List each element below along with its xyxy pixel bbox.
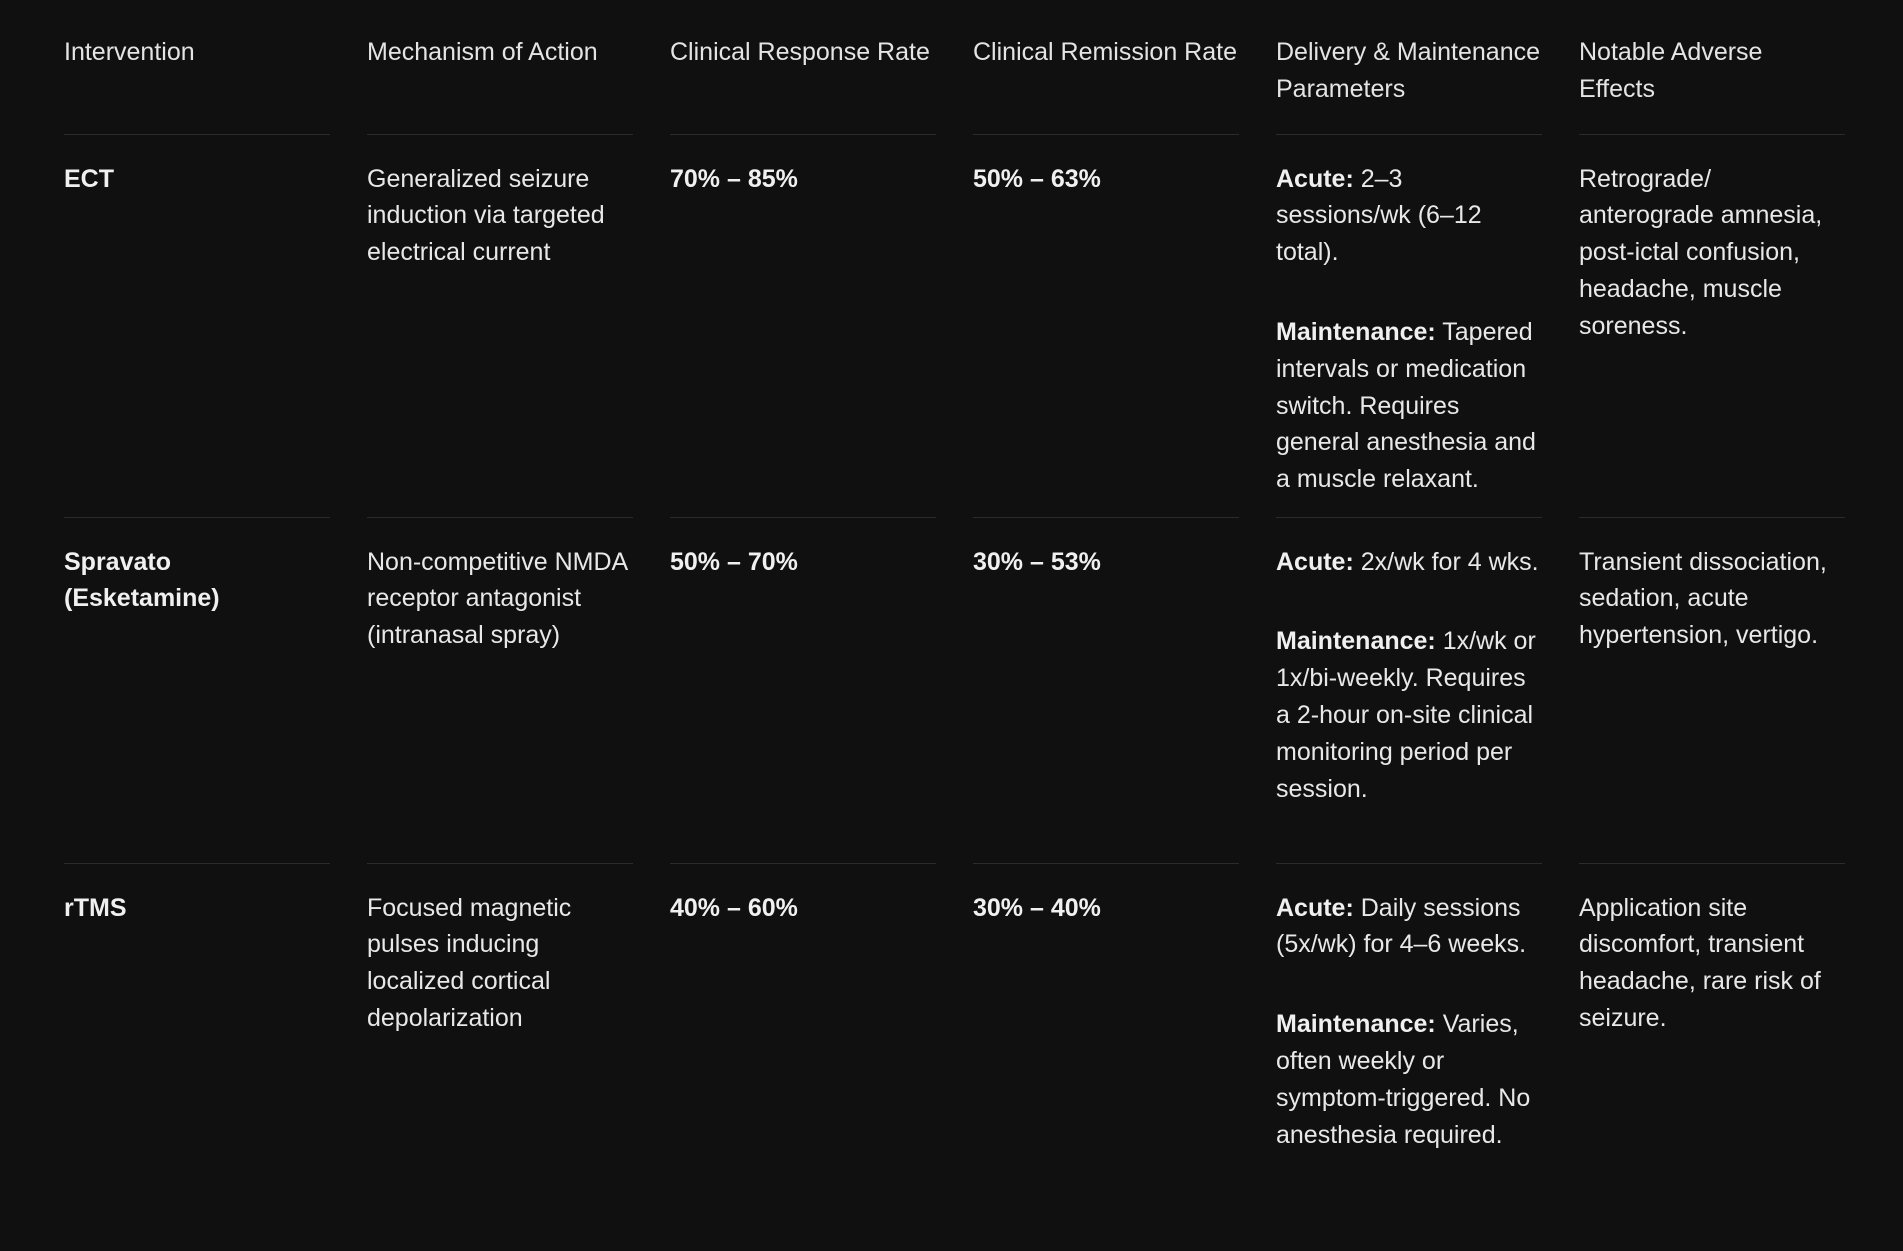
acute-label: Acute: [1276, 164, 1354, 193]
delivery-cell [1276, 864, 1542, 1244]
acute-text: Daily sessions (5x/wk) for 4–6 weeks. [1276, 893, 1527, 959]
maintenance-label: Maintenance: [1276, 1010, 1436, 1039]
delivery-cell [1276, 518, 1542, 864]
adverse-effects-cell: Retrograde/ anterograde amnesia, post-ictal confusion, headache, muscle soreness. [1579, 135, 1845, 518]
response-rate-cell: 40% – 60% [670, 893, 798, 922]
delivery-cell [1276, 135, 1542, 518]
acute-label: Acute: [1276, 893, 1354, 922]
response-rate-cell: 70% – 85% [670, 135, 936, 518]
intervention-cell: Spravato (Esketamine) [64, 518, 330, 864]
header-response-rate: Clinical Response Rate [670, 34, 936, 135]
remission-rate-cell: 30% – 40% [973, 893, 1101, 922]
mechanism-cell: Focused magnetic pulses inducing localized cortical depolarization [367, 893, 572, 1032]
acute-text: 2x/wk for 4 wks. [1353, 547, 1539, 576]
acute-text: 2–3 sessions/wk (6–12 total). [1276, 164, 1482, 267]
header-intervention: Intervention [64, 34, 330, 135]
table-row [64, 135, 1845, 518]
adverse-effects-cell: Transient dissociation, sedation, acute hypertension, vertigo. [1579, 518, 1845, 864]
acute-label: Acute: [1276, 547, 1354, 576]
intervention-cell: ECT [64, 135, 330, 518]
maintenance-text: Tapered intervals or medication switch. Requires general anesthesia and a muscle relaxant. [1276, 317, 1536, 494]
table-row [64, 518, 1845, 864]
intervention-cell: rTMS [64, 893, 127, 922]
table-row [64, 864, 1845, 1244]
remission-rate-cell: 50% – 63% [973, 135, 1239, 518]
comparison-table [64, 34, 1845, 1244]
maintenance-text: Varies, often weekly or symptom-triggered. No anesthesia required. [1276, 1010, 1531, 1149]
maintenance-paragraph [1276, 1006, 1542, 1153]
response-rate-cell: 50% – 70% [670, 518, 936, 864]
maintenance-text: 1x/wk or 1x/bi-weekly. Requires a 2-hour on-site clinical monitoring period per session. [1276, 627, 1536, 803]
header-adverse-effects: Notable Adverse Effects [1579, 34, 1845, 135]
header-mechanism: Mechanism of Action [367, 34, 633, 135]
adverse-effects-cell: Application site discomfort, transient headache, rare risk of seizure. [1579, 893, 1821, 1032]
acute-paragraph [1276, 544, 1542, 581]
maintenance-label: Maintenance: [1276, 627, 1436, 656]
mechanism-cell: Non-competitive NMDA receptor antagonist (intranasal spray) [367, 518, 633, 864]
remission-rate-cell: 30% – 53% [973, 518, 1239, 864]
table-header-row [64, 34, 1845, 135]
maintenance-label: Maintenance: [1276, 317, 1436, 346]
mechanism-cell: Generalized seizure induction via targeted electrical current [367, 135, 633, 518]
maintenance-paragraph [1276, 314, 1542, 498]
acute-paragraph [1276, 890, 1542, 964]
acute-paragraph [1276, 161, 1542, 271]
header-delivery-maintenance: Delivery & Maintenance Parameters [1276, 34, 1542, 135]
maintenance-paragraph [1276, 623, 1542, 807]
header-remission-rate: Clinical Remission Rate [973, 34, 1239, 135]
